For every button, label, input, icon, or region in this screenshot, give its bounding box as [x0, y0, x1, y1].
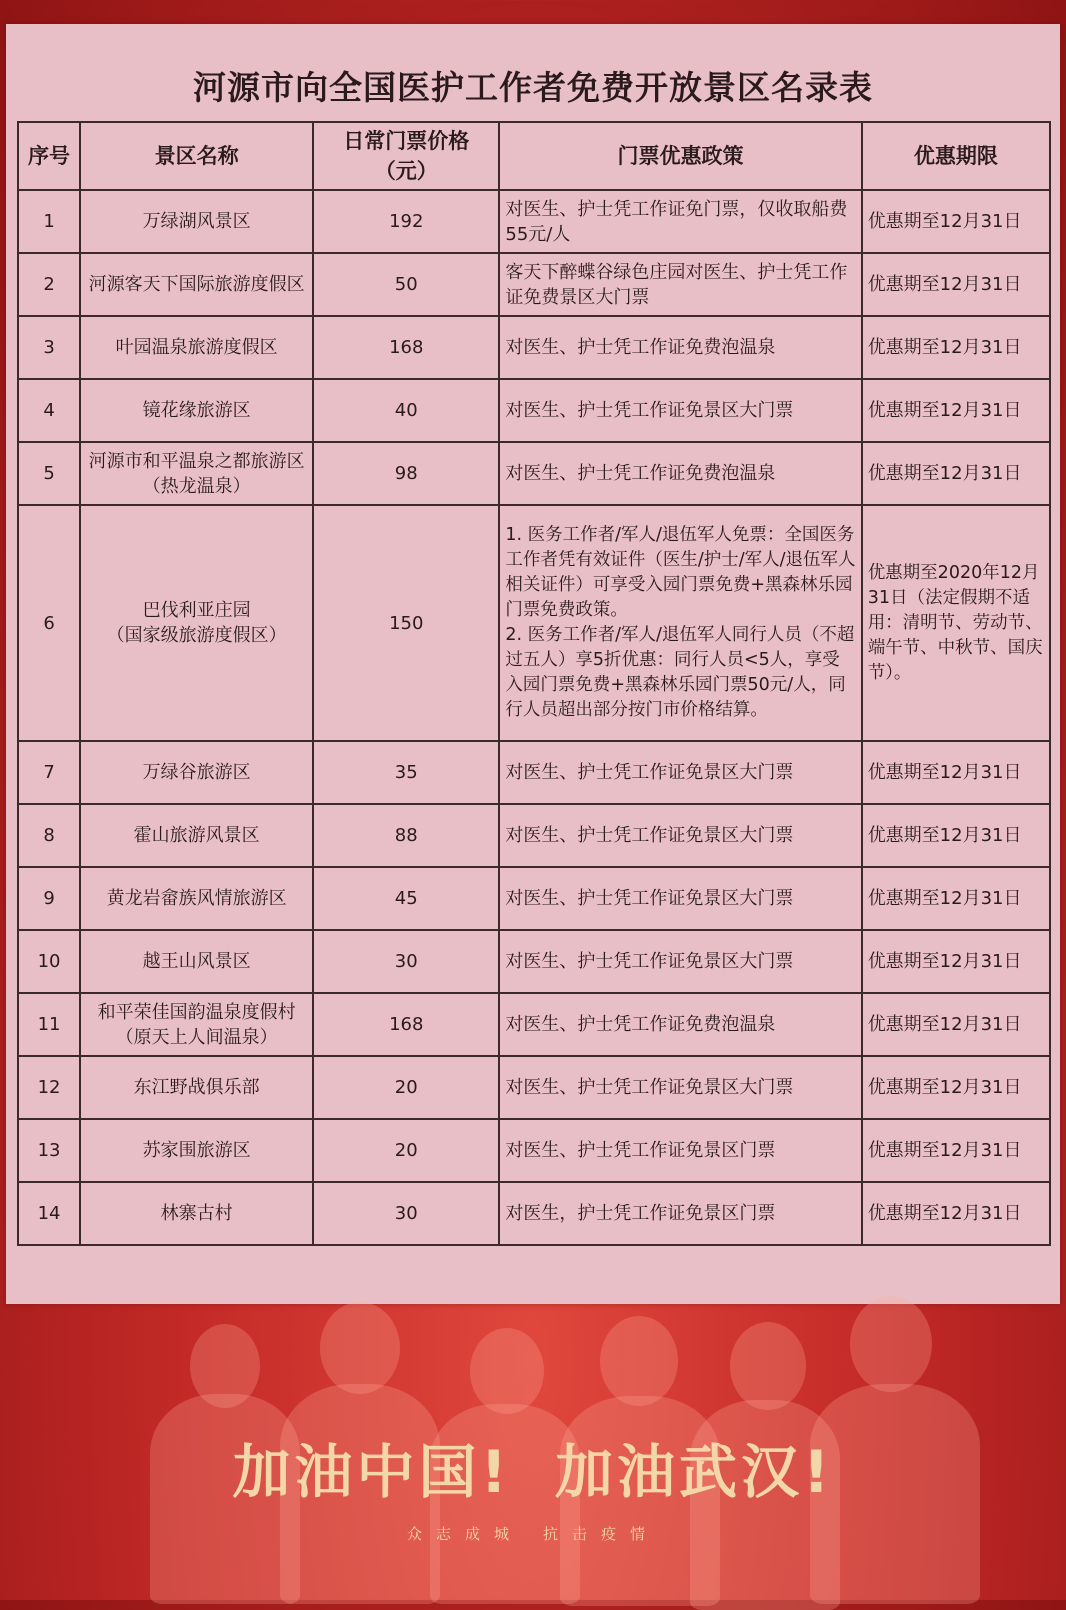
cell-no: 5: [18, 442, 80, 505]
cell-price: 168: [313, 316, 499, 379]
cell-policy: 对医生、护士凭工作证免景区大门票: [499, 930, 861, 993]
table-row: [18, 1119, 1050, 1182]
cell-name: 和平荣佳国韵温泉度假村 （原天上人间温泉）: [80, 993, 313, 1056]
cell-no: 6: [18, 505, 80, 741]
cell-no: 13: [18, 1119, 80, 1182]
header-row: [18, 122, 1050, 190]
cell-price: 150: [313, 505, 499, 741]
cell-price: 88: [313, 804, 499, 867]
slogan-china: 加油中国!: [232, 1438, 511, 1506]
cell-period: 优惠期至2020年12月31日（法定假期不适用：清明节、劳动节、端午节、中秋节、国庆节）。: [862, 505, 1050, 741]
table-row: [18, 804, 1050, 867]
cell-no: 3: [18, 316, 80, 379]
cell-period: 优惠期至12月31日: [862, 442, 1050, 505]
cell-name: 巴伐利亚庄园 （国家级旅游度假区）: [80, 505, 313, 741]
cell-no: 14: [18, 1182, 80, 1245]
cell-name: 东江野战俱乐部: [80, 1056, 313, 1119]
cell-name: 苏家围旅游区: [80, 1119, 313, 1182]
cell-policy: 对医生、护士凭工作证免景区大门票: [499, 804, 861, 867]
cell-name: 镜花缘旅游区: [80, 379, 313, 442]
header-period: 优惠期限: [862, 122, 1050, 190]
cell-name: 越王山风景区: [80, 930, 313, 993]
cell-price: 30: [313, 930, 499, 993]
cell-price: 40: [313, 379, 499, 442]
cell-price: 35: [313, 741, 499, 804]
table-row: [18, 190, 1050, 253]
cell-name: 霍山旅游风景区: [80, 804, 313, 867]
cell-no: 7: [18, 741, 80, 804]
page-title: 河源市向全国医护工作者免费开放景区名录表: [193, 68, 873, 107]
table-row: [18, 379, 1050, 442]
cell-period: 优惠期至12月31日: [862, 190, 1050, 253]
cell-policy: 对医生、护士凭工作证免景区大门票: [499, 379, 861, 442]
cell-policy: 对医生、护士凭工作证免景区大门票: [499, 1056, 861, 1119]
cell-price: 192: [313, 190, 499, 253]
table-row: [18, 1056, 1050, 1119]
cell-period: 优惠期至12月31日: [862, 316, 1050, 379]
cell-policy: 对医生、护士凭工作证免门票，仅收取船费55元/人: [499, 190, 861, 253]
table-row: [18, 253, 1050, 316]
slogan-wuhan: 加油武汉!: [555, 1438, 834, 1506]
cell-period: 优惠期至12月31日: [862, 379, 1050, 442]
cell-price: 50: [313, 253, 499, 316]
cell-period: 优惠期至12月31日: [862, 741, 1050, 804]
cell-period: 优惠期至12月31日: [862, 867, 1050, 930]
cell-no: 11: [18, 993, 80, 1056]
table-row: [18, 316, 1050, 379]
cell-period: 优惠期至12月31日: [862, 930, 1050, 993]
table-row: [18, 930, 1050, 993]
table-row: [18, 505, 1050, 741]
cell-price: 20: [313, 1056, 499, 1119]
cell-policy: 对医生、护士凭工作证免费泡温泉: [499, 993, 861, 1056]
cell-price: 168: [313, 993, 499, 1056]
header-no: 序号: [18, 122, 80, 190]
cell-period: 优惠期至12月31日: [862, 804, 1050, 867]
cell-period: 优惠期至12月31日: [862, 1119, 1050, 1182]
cell-policy: 对医生、护士凭工作证免费泡温泉: [499, 316, 861, 379]
cell-name: 万绿谷旅游区: [80, 741, 313, 804]
sub-slogan-2: 抗击疫情: [543, 1525, 660, 1543]
cell-price: 30: [313, 1182, 499, 1245]
cell-policy: 对医生、护士凭工作证免景区门票: [499, 1119, 861, 1182]
sub-slogan: [0, 1523, 1066, 1544]
cell-price: 20: [313, 1119, 499, 1182]
cell-name: 万绿湖风景区: [80, 190, 313, 253]
cell-no: 10: [18, 930, 80, 993]
table-row: [18, 442, 1050, 505]
header-price: 日常门票价格 （元）: [313, 122, 499, 190]
cell-policy: 对医生，护士凭工作证免景区门票: [499, 1182, 861, 1245]
cell-price: 45: [313, 867, 499, 930]
table-row: [18, 993, 1050, 1056]
table-row: [18, 741, 1050, 804]
cell-policy: 对医生、护士凭工作证免费泡温泉: [499, 442, 861, 505]
scenic-spots-table: [17, 121, 1051, 1246]
cell-policy: 对医生、护士凭工作证免景区大门票: [499, 867, 861, 930]
cell-no: 4: [18, 379, 80, 442]
cell-policy: 1. 医务工作者/军人/退伍军人免票：全国医务工作者凭有效证件（医生/护士/军人/退伍军人相关证件）可享受入园门票免费+黑森林乐园门票免费政策。 2. 医务工作者/军人/退伍军人同行人员（不超过五人）享5折优惠：同行人员<5人，享受入园门票免费+黑森林乐园门票50元/人，同行人员超出部分按门市价格结算。: [499, 505, 861, 741]
cell-name: 河源客天下国际旅游度假区: [80, 253, 313, 316]
header-name: 景区名称: [80, 122, 313, 190]
cell-policy: 对医生、护士凭工作证免景区大门票: [499, 741, 861, 804]
cell-period: 优惠期至12月31日: [862, 253, 1050, 316]
cell-no: 1: [18, 190, 80, 253]
cell-no: 12: [18, 1056, 80, 1119]
cell-period: 优惠期至12月31日: [862, 993, 1050, 1056]
table-row: [18, 867, 1050, 930]
slogan: [0, 1425, 1066, 1509]
cell-no: 9: [18, 867, 80, 930]
cell-name: 河源市和平温泉之都旅游区（热龙温泉）: [80, 442, 313, 505]
sub-slogan-1: 众志成城: [406, 1525, 523, 1543]
cell-period: 优惠期至12月31日: [862, 1056, 1050, 1119]
cell-no: 8: [18, 804, 80, 867]
table-row: [18, 1182, 1050, 1245]
cell-price: 98: [313, 442, 499, 505]
cell-name: 叶园温泉旅游度假区: [80, 316, 313, 379]
cell-name: 林寨古村: [80, 1182, 313, 1245]
cell-policy: 客天下醉蝶谷绿色庄园对医生、护士凭工作证免费景区大门票: [499, 253, 861, 316]
cell-name: 黄龙岩畲族风情旅游区: [80, 867, 313, 930]
header-policy: 门票优惠政策: [499, 122, 861, 190]
cell-no: 2: [18, 253, 80, 316]
cell-period: 优惠期至12月31日: [862, 1182, 1050, 1245]
